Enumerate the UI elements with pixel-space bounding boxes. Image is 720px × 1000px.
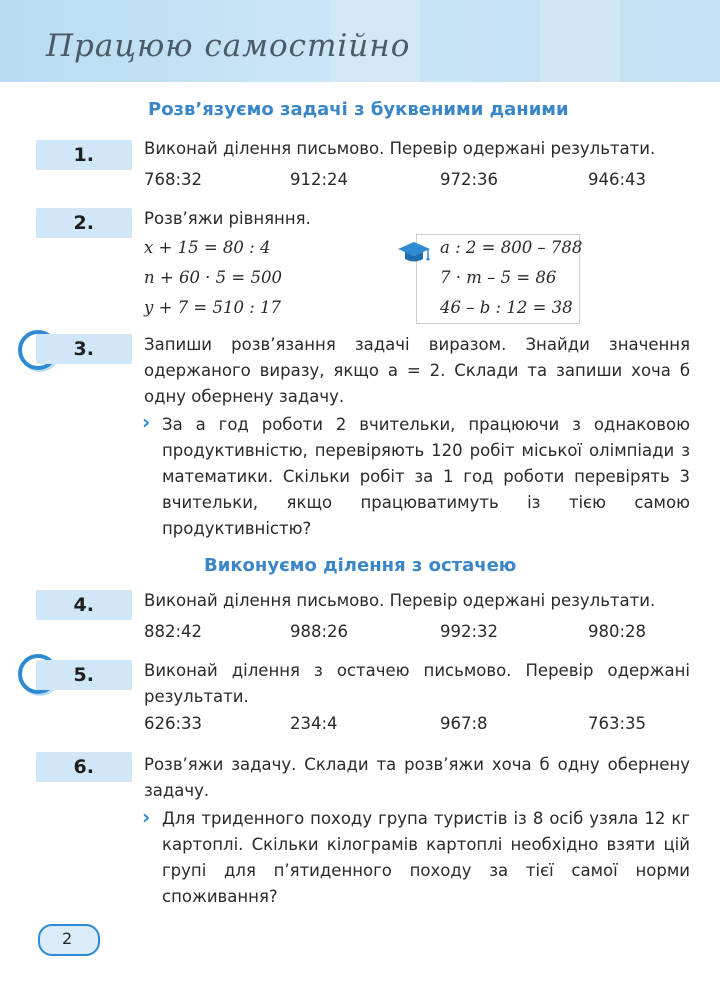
- task-number-tab: [36, 208, 132, 238]
- task-number: 6.: [73, 756, 94, 778]
- expression: 882:42: [144, 622, 203, 641]
- page-number: 2: [62, 929, 73, 948]
- task-number: 4.: [73, 594, 94, 616]
- task-number-tab: [36, 590, 132, 620]
- task-number: 3.: [73, 338, 94, 360]
- task-number-tab: [36, 140, 132, 170]
- task-text: Виконай ділення письмово. Перевір одержані результати.: [144, 139, 656, 158]
- task-number-tab: [36, 752, 132, 782]
- header-banner: [0, 0, 720, 82]
- task-text: Розв’яжи рівняння.: [144, 209, 311, 228]
- task-number-tab: [36, 660, 132, 690]
- expression: 912:24: [290, 170, 349, 189]
- equation: x + 15 = 80 : 4: [144, 238, 271, 257]
- expression: 763:35: [588, 714, 647, 733]
- expression: 626:33: [144, 714, 203, 733]
- expression: 946:43: [588, 170, 647, 189]
- header-title: Працюю самостійно: [46, 28, 411, 64]
- task-text: Запиши розв’язання задачі виразом. Знайди значення одержаного виразу, якщо a = 2. Склади та запиши хоча б одну обернену задачу.: [144, 335, 690, 406]
- expression: 972:36: [440, 170, 499, 189]
- problem-text: За a год роботи 2 вчительки, працюючи з однаковою продуктивністю, перевіряють 120 робіт міської олімпіади з математики. Скільки робіт за 1 год роботи перевірять 3 вчительки, якщо працюватимуть із тією самою продуктивністю?: [162, 415, 690, 538]
- task-number: 1.: [73, 144, 94, 166]
- task-text: Виконай ділення з остачею письмово. Перевір одержані результати.: [144, 661, 690, 706]
- equation: 46 – b : 12 = 38: [440, 298, 573, 317]
- expression: 992:32: [440, 622, 499, 641]
- task-number-tab: [36, 334, 132, 364]
- equation: n + 60 · 5 = 500: [144, 268, 282, 287]
- expression: 967:8: [440, 714, 488, 733]
- page-number-badge: [38, 924, 100, 956]
- chevron-right-icon: ›: [142, 410, 151, 434]
- task-number: 5.: [73, 664, 94, 686]
- section-title: Розв’язуємо задачі з буквеними даними: [148, 99, 569, 120]
- expression: 234:4: [290, 714, 338, 733]
- equation: 7 · m – 5 = 86: [440, 268, 557, 287]
- task-text: Розв’яжи задачу. Склади та розв’яжи хоча б одну обернену задачу.: [144, 755, 690, 800]
- equation: y + 7 = 510 : 17: [144, 298, 281, 317]
- section-title: Виконуємо ділення з остачею: [204, 555, 517, 576]
- chevron-right-icon: ›: [142, 805, 151, 829]
- task-text: Виконай ділення письмово. Перевір одержані результати.: [144, 591, 656, 610]
- task-number: 2.: [73, 212, 94, 234]
- expression: 988:26: [290, 622, 349, 641]
- equation: a : 2 = 800 – 788: [440, 238, 583, 257]
- expression: 768:32: [144, 170, 203, 189]
- problem-text: Для триденного походу група туристів із 8 осіб узяла 12 кг картоплі. Скільки кілограмів картоплі необхідно взяти цій групі для п’ятиденного походу за тієї самої норми споживання?: [162, 809, 690, 906]
- header-stripe: [540, 0, 620, 82]
- expression: 980:28: [588, 622, 647, 641]
- graduation-cap-icon: [396, 240, 432, 268]
